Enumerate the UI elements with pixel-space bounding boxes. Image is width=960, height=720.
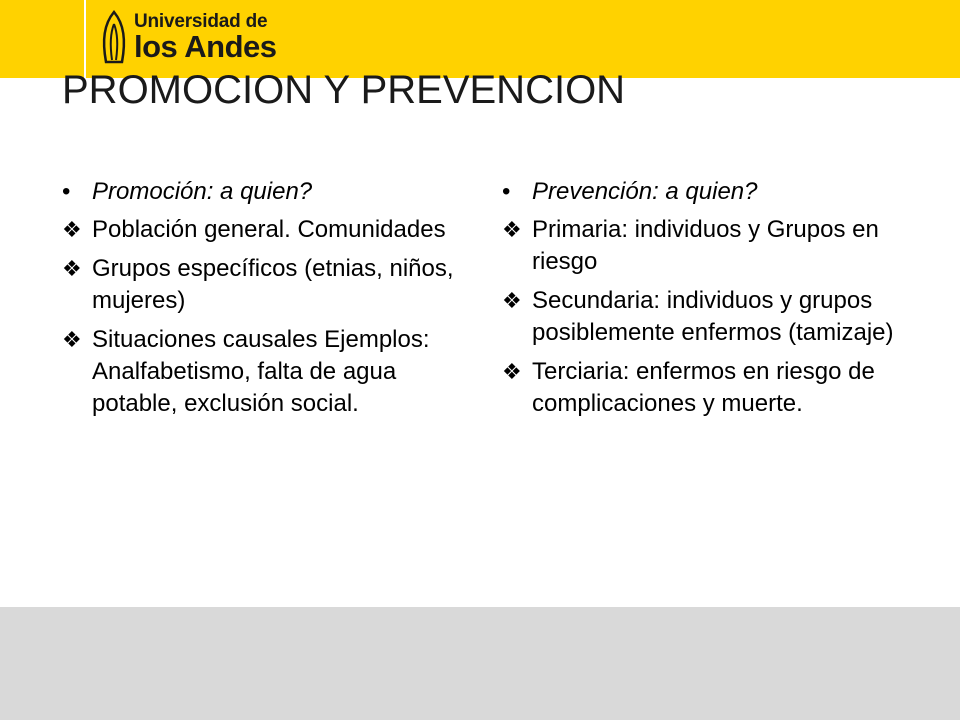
- right-column: [502, 176, 902, 427]
- diamond-bullet-icon: ❖: [502, 288, 522, 313]
- list-item: [502, 356, 902, 420]
- logo-text-line1: Universidad de: [134, 11, 268, 32]
- list-item-text: Grupos específicos (etnias, niños, mujeres): [92, 255, 454, 314]
- list-item-text: Primaria: individuos y Grupos en riesgo: [532, 216, 879, 275]
- list-item-text: Población general. Comunidades: [92, 216, 446, 243]
- list-item-text: Terciaria: enfermos en riesgo de complicaciones y muerte.: [532, 358, 875, 417]
- footer-band: [0, 607, 960, 720]
- diamond-bullet-icon: ❖: [62, 217, 82, 242]
- diamond-bullet-icon: ❖: [62, 256, 82, 281]
- list-item: [502, 285, 902, 349]
- diamond-bullet-icon: ❖: [502, 217, 522, 242]
- list-item-text: Secundaria: individuos y grupos posiblemente enfermos (tamizaje): [532, 287, 894, 346]
- logo-text-line2: los Andes: [134, 29, 277, 64]
- diamond-bullet-icon: ❖: [62, 327, 82, 352]
- list-item: [502, 214, 902, 278]
- candle-emblem-icon: [100, 10, 128, 66]
- list-item-text: Situaciones causales Ejemplos: Analfabetismo, falta de agua potable, exclusión social.: [92, 326, 430, 417]
- list-item: [62, 324, 462, 420]
- left-heading: [62, 176, 462, 208]
- slide-title: PROMOCION Y PREVENCION: [62, 68, 626, 112]
- bullet-dot-icon: •: [62, 178, 71, 205]
- diamond-bullet-icon: ❖: [502, 359, 522, 384]
- right-heading: [502, 176, 902, 208]
- list-item: [62, 253, 462, 317]
- left-heading-text: Promoción: a quien?: [92, 178, 313, 205]
- list-item: [62, 214, 462, 246]
- left-column: [62, 176, 462, 427]
- bullet-dot-icon: •: [502, 178, 511, 205]
- right-heading-text: Prevención: a quien?: [532, 178, 758, 205]
